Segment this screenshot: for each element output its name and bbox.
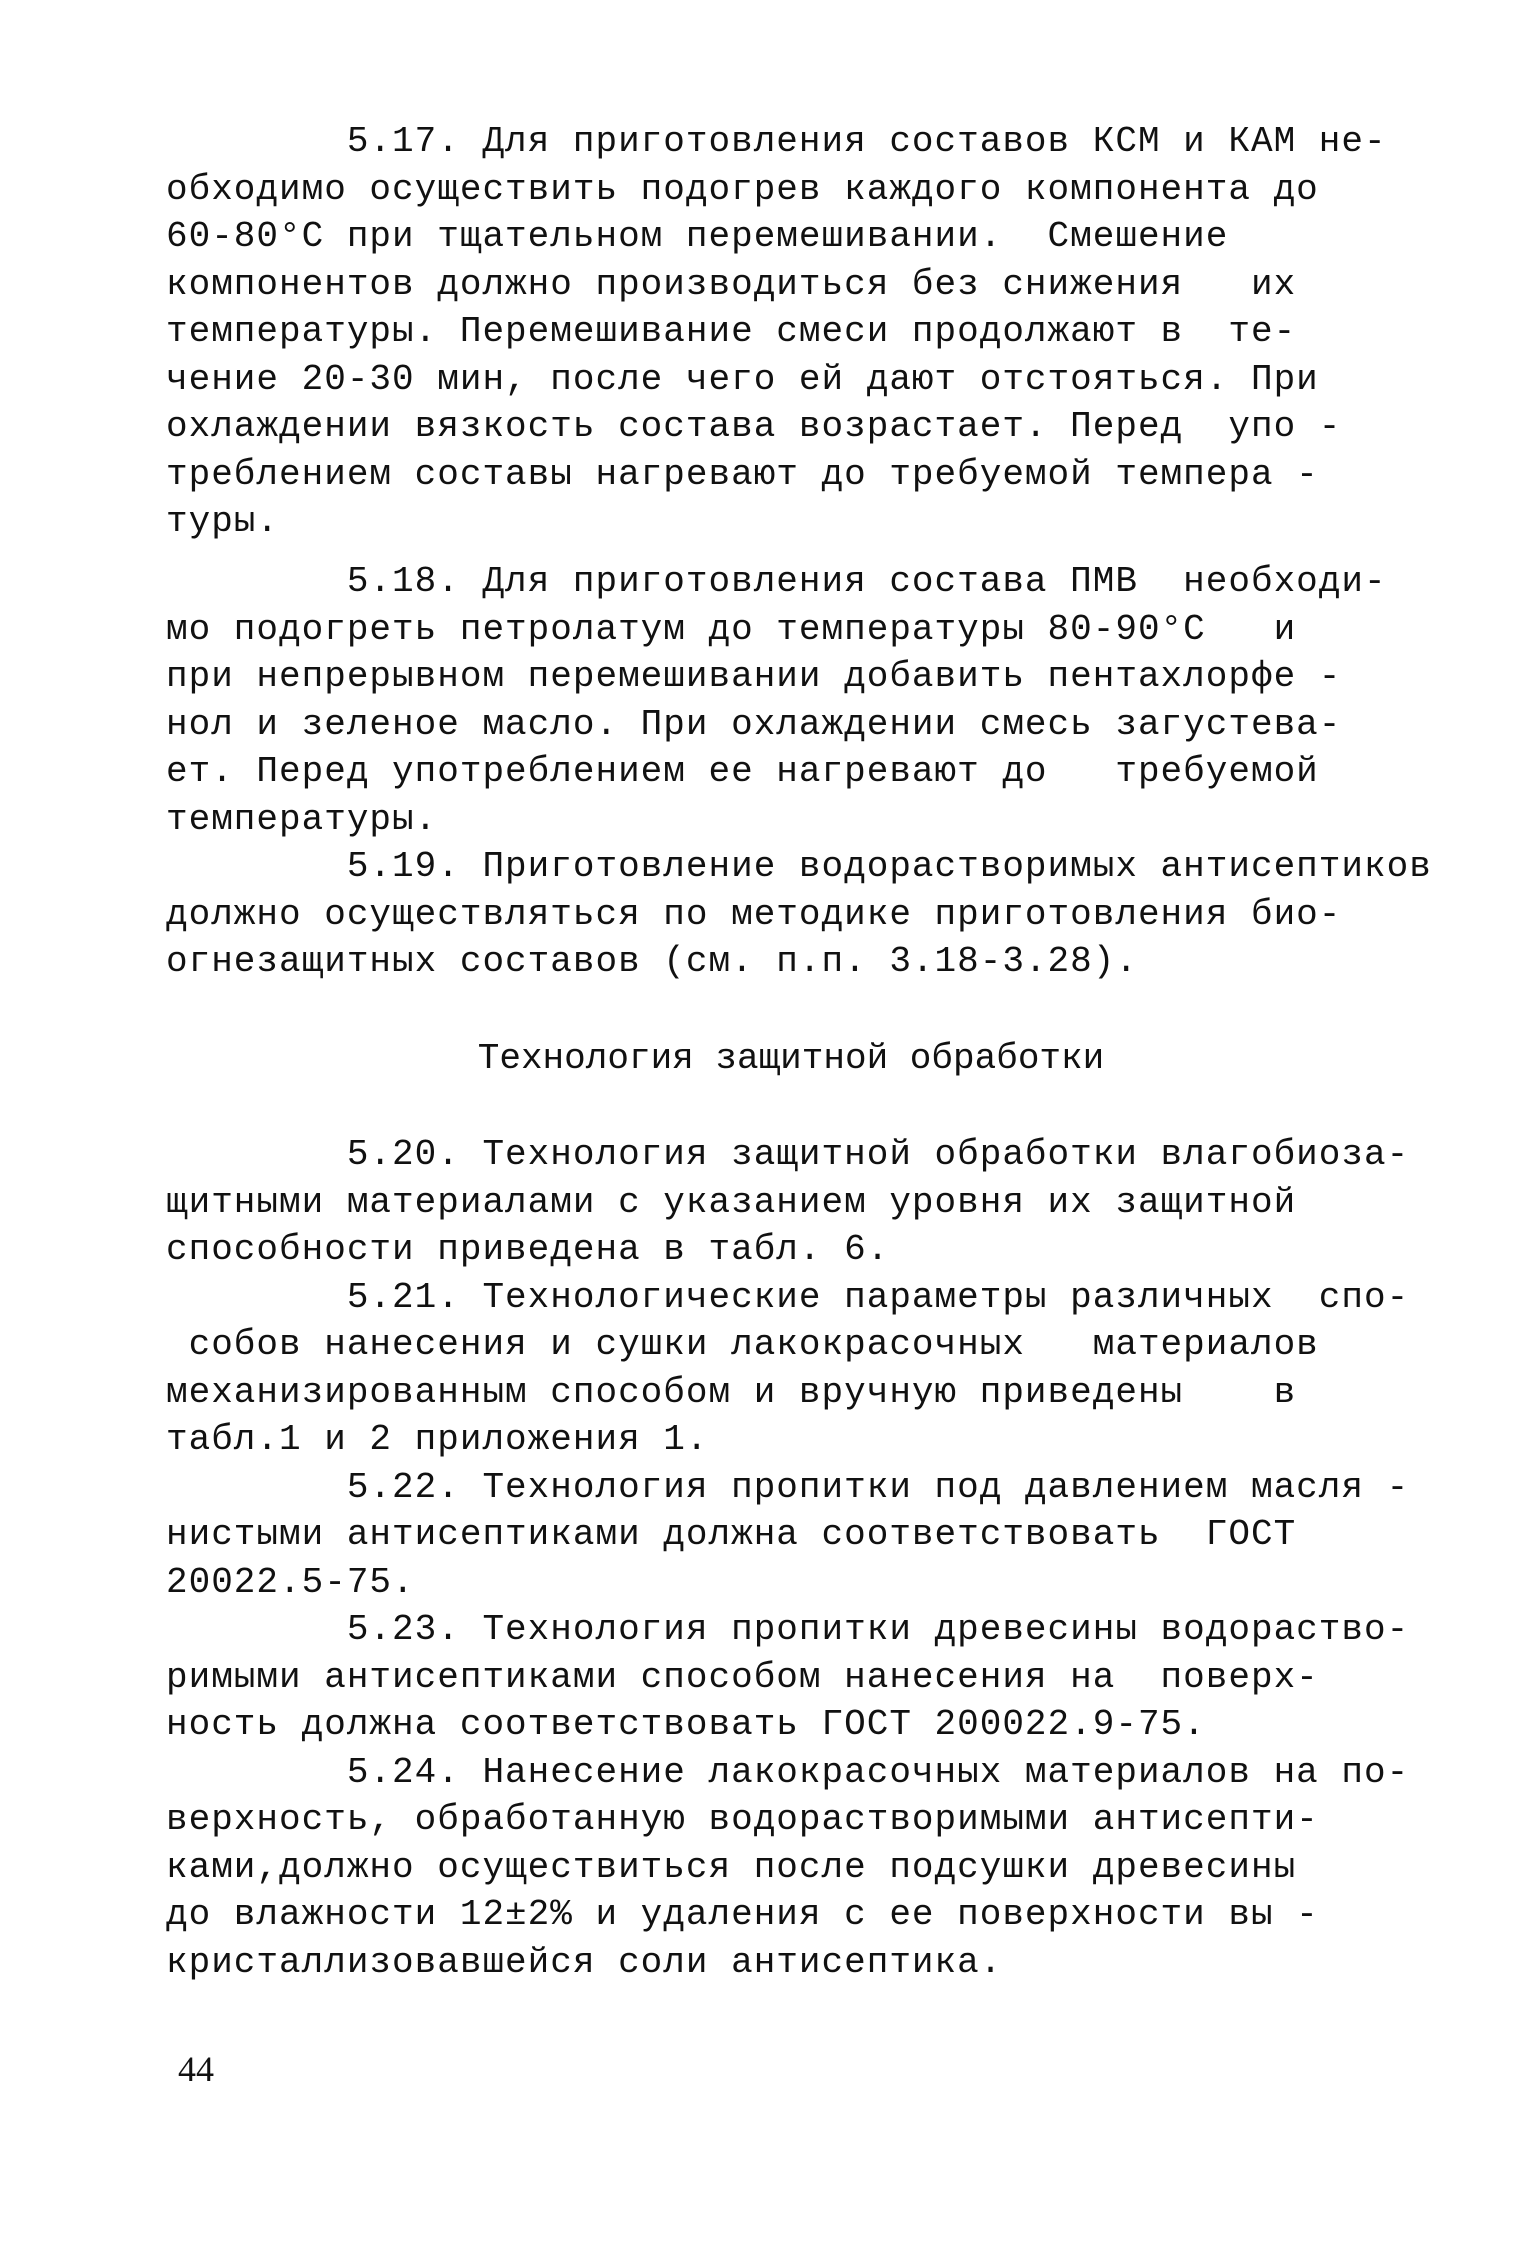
text-line: нол и зеленое масло. При охлаждении смесь загустева- — [166, 703, 1342, 745]
text-line: обходимо осуществить подогрев каждого компонента до — [166, 168, 1319, 210]
text-line: компонентов должно производиться без снижения их — [166, 263, 1297, 305]
text-line: треблением составы нагревают до требуемой темпера - — [166, 453, 1319, 495]
text-line: кристаллизовавшейся соли антисептика. — [166, 1941, 1003, 1983]
text-line: должно осуществляться по методике приготовления био- — [166, 893, 1342, 935]
paragraphs-5-20-to-5-24 — [166, 1131, 1416, 1986]
text-line: ками,должно осуществиться после подсушки древесины — [166, 1846, 1297, 1888]
section-heading: Технология защитной обработки — [477, 1038, 1105, 1079]
text-line: до влажности 12±2% и удаления с ее поверхности вы - — [166, 1894, 1319, 1935]
text-line: собов нанесения и сушки лакокрасочных материалов — [166, 1324, 1319, 1365]
text-line: охлаждении вязкость состава возрастает. Перед упо - — [166, 406, 1342, 447]
text-line: нистыми антисептиками должна соответствовать ГОСТ — [166, 1514, 1297, 1555]
text-line: 5.20. Технология защитной обработки влагобиоза- — [166, 1134, 1410, 1175]
paragraphs-5-17-to-5-19 — [166, 118, 1416, 546]
text-line: 5.18. Для приготовления состава ПМВ необходи- — [166, 561, 1387, 602]
text-line: 60-80°С при тщательном перемешивании. Смешение — [166, 216, 1229, 257]
text-line: мо подогреть петролатум до температуры 80-90°С и — [166, 608, 1297, 650]
text-line: температуры. Перемешивание смеси продолжают в те- — [166, 311, 1297, 352]
text-line: механизированным способом и вручную приведены в — [166, 1371, 1297, 1413]
text-line: табл.1 и 2 приложения 1. — [166, 1419, 709, 1460]
text-line: 5.22. Технология пропитки под давлением масля - — [166, 1466, 1410, 1508]
page-number: 44 — [178, 2049, 214, 2089]
text-line: 5.17. Для приготовления составов КСМ и КАМ не- — [166, 121, 1387, 162]
text-line: 5.21. Технологические параметры различных спо- — [166, 1276, 1410, 1318]
text-line: верхность, обработанную водорастворимыми антисепти- — [166, 1799, 1319, 1840]
text-line: туры. — [166, 501, 280, 542]
text-line: щитными материалами с указанием уровня их защитной — [166, 1181, 1297, 1223]
text-line: температуры. — [166, 798, 438, 840]
text-line: ет. Перед употреблением ее нагревают до требуемой — [166, 751, 1319, 792]
text-line: чение 20-30 мин, после чего ей дают отстояться. При — [166, 358, 1319, 400]
text-line: 5.19. Приготовление водорастворимых антисептиков — [166, 846, 1432, 887]
text-line: ность должна соответствовать ГОСТ 200022.9-75. — [166, 1704, 1206, 1745]
text-line: 5.24. Нанесение лакокрасочных материалов на по- — [166, 1751, 1410, 1793]
paragraphs-5-18-to-5-19 — [166, 558, 1432, 986]
text-line: 5.23. Технология пропитки древесины водораство- — [166, 1609, 1410, 1650]
text-line: при непрерывном перемешивании добавить пентахлорфе - — [166, 656, 1342, 697]
text-line: способности приведена в табл. 6. — [166, 1229, 890, 1270]
text-line: огнезащитных составов (см. п.п. 3.18-3.28). — [166, 941, 1138, 982]
text-line: римыми антисептиками способом нанесения на поверх- — [166, 1656, 1319, 1698]
text-line: 20022.5-75. — [166, 1561, 415, 1603]
